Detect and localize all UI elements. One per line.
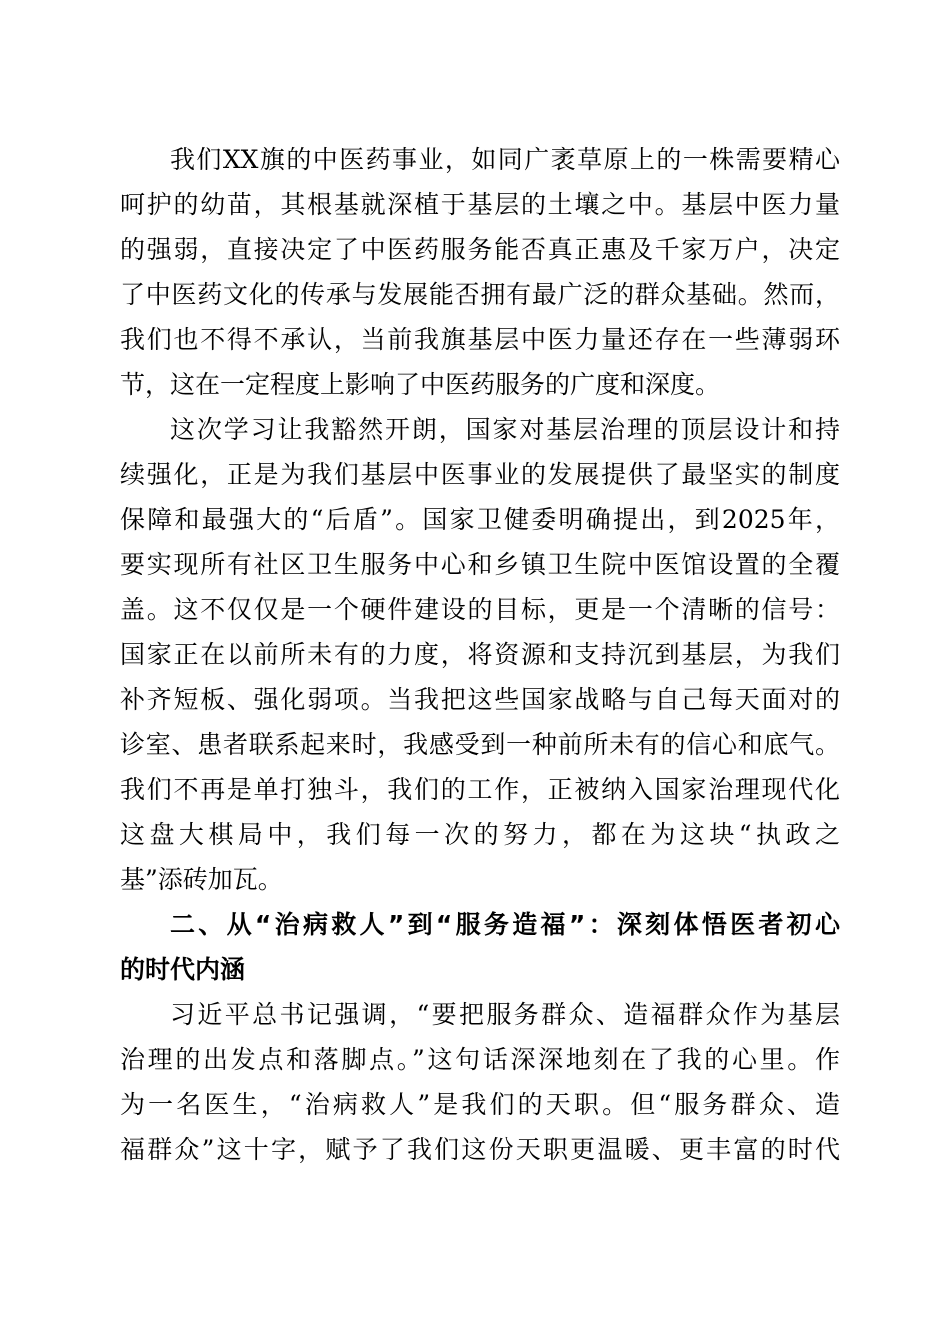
paragraph-1-line-1: 我们XX旗的中医药事业，如同广袤草原上的一株需要精心 (170, 145, 840, 174)
paragraph-2-line-5: 盖。这不仅仅是一个硬件建设的目标，更是一个清晰的信号： (120, 595, 840, 624)
paragraph-2-line-8: 诊室、患者联系起来时，我感受到一种前所未有的信心和底气。 (120, 730, 840, 759)
paragraph-1-line-2: 呵护的幼苗，其根基就深植于基层的土壤之中。基层中医力量 (120, 190, 840, 219)
paragraph-2-line-10: 这盘大棋局中，我们每一次的努力，都在为这块“执政之 (120, 820, 840, 849)
paragraph-2-line-2: 续强化，正是为我们基层中医事业的发展提供了最坚实的制度 (120, 460, 840, 489)
paragraph-1-line-5: 我们也不得不承认，当前我旗基层中医力量还存在一些薄弱环 (120, 325, 840, 354)
paragraph-1-line-3: 的强弱，直接决定了中医药服务能否真正惠及千家万户，决定 (120, 235, 840, 264)
section-heading-line-1: 二、从“治病救人”到“服务造福”：深刻体悟医者初心 (170, 910, 840, 939)
paragraph-3-line-3: 为一名医生，“治病救人”是我们的天职。但“服务群众、造 (120, 1090, 840, 1119)
paragraph-3-line-1: 习近平总书记强调，“要把服务群众、造福群众作为基层 (170, 1000, 840, 1029)
paragraph-1-line-6: 节，这在一定程度上影响了中医药服务的广度和深度。 (120, 370, 721, 399)
section-heading-line-2: 的时代内涵 (120, 955, 246, 984)
paragraph-2-line-4: 要实现所有社区卫生服务中心和乡镇卫生院中医馆设置的全覆 (120, 550, 840, 579)
paragraph-2-line-1: 这次学习让我豁然开朗，国家对基层治理的顶层设计和持 (170, 415, 840, 444)
paragraph-3-line-4: 福群众”这十字，赋予了我们这份天职更温暖、更丰富的时代 (120, 1135, 840, 1164)
paragraph-1-line-4: 了中医药文化的传承与发展能否拥有最广泛的群众基础。然而， (120, 280, 840, 309)
paragraph-2-line-9: 我们不再是单打独斗，我们的工作，正被纳入国家治理现代化 (120, 775, 840, 804)
paragraph-2-line-11: 基”添砖加瓦。 (120, 865, 283, 894)
paragraph-2-line-7: 补齐短板、强化弱项。当我把这些国家战略与自己每天面对的 (120, 685, 840, 714)
paragraph-2-line-6: 国家正在以前所未有的力度，将资源和支持沉到基层，为我们 (120, 640, 840, 669)
paragraph-3-line-2: 治理的出发点和落脚点。”这句话深深地刻在了我的心里。作 (120, 1045, 840, 1074)
paragraph-2-line-3: 保障和最强大的“后盾”。国家卫健委明确提出，到2025年， (120, 505, 840, 534)
